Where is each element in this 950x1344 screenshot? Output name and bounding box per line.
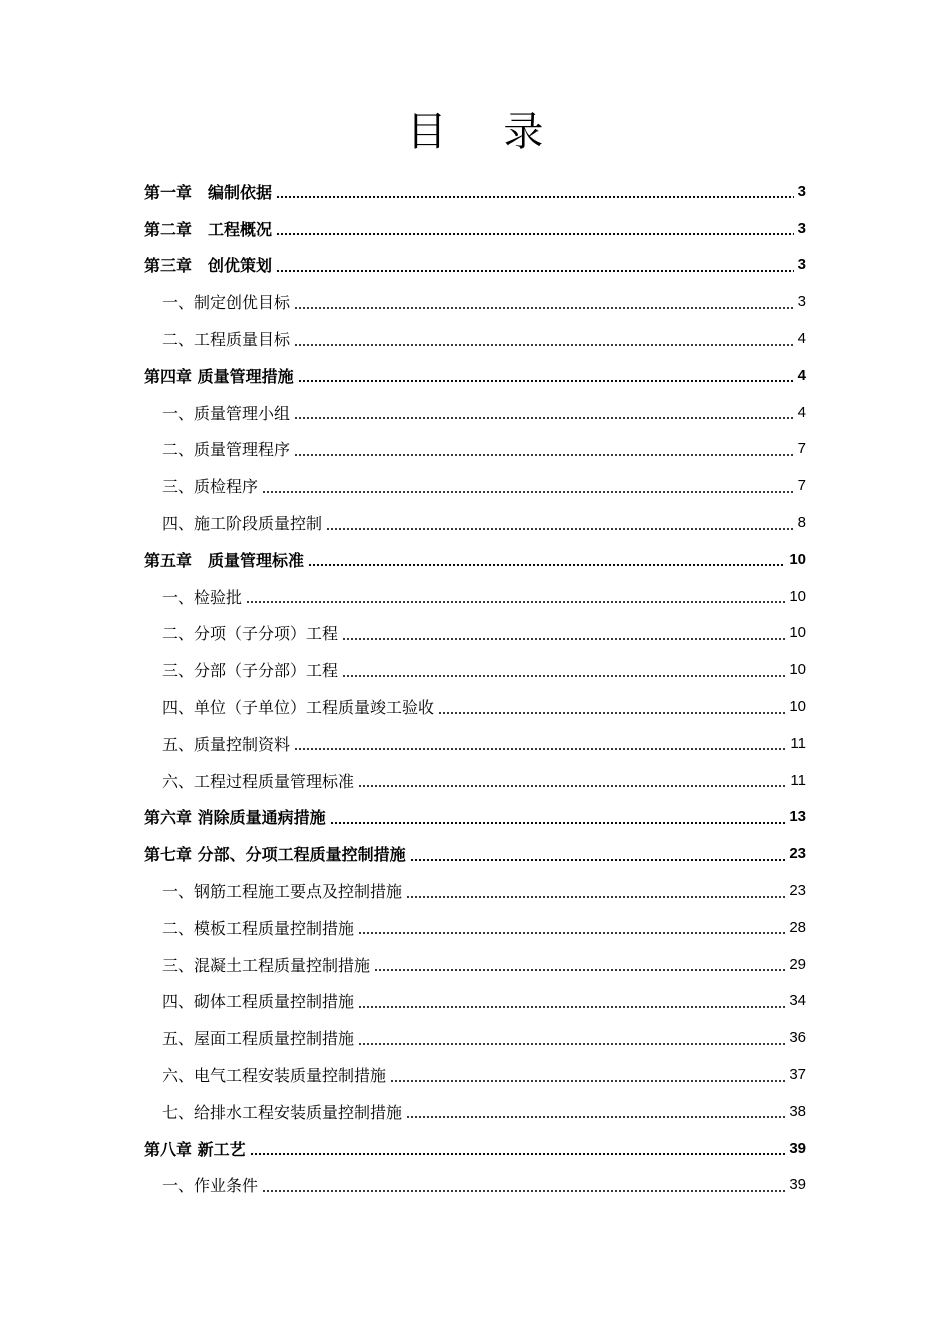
- toc-section-entry[interactable]: [144, 1093, 806, 1130]
- toc-entry-label: 五、屋面工程质量控制措施: [162, 1029, 355, 1049]
- dot-leader: [326, 528, 794, 530]
- toc-section-entry[interactable]: [144, 762, 806, 799]
- toc-entry-label: 三、质检程序: [162, 477, 259, 497]
- toc-section-entry[interactable]: [144, 651, 806, 688]
- toc-page-number: 13: [789, 808, 806, 826]
- toc-section-entry[interactable]: [144, 431, 806, 468]
- toc-page-number: 10: [789, 587, 806, 605]
- dot-leader: [294, 307, 794, 309]
- toc-section-entry[interactable]: [144, 1019, 806, 1056]
- toc-section-entry[interactable]: [144, 872, 806, 909]
- toc-page-number: 7: [797, 477, 806, 495]
- toc-section-entry[interactable]: [144, 983, 806, 1020]
- toc-section-entry[interactable]: [144, 688, 806, 725]
- dot-leader: [246, 601, 785, 603]
- toc-page-number: 39: [789, 1176, 806, 1194]
- dot-leader: [294, 454, 794, 456]
- toc-page-number: 36: [789, 1029, 806, 1047]
- toc-chapter-entry[interactable]: [144, 210, 806, 247]
- dot-leader: [374, 969, 785, 971]
- dot-leader: [406, 1116, 785, 1118]
- toc-entry-label: 七、给排水工程安装质量控制措施: [162, 1102, 403, 1122]
- dot-leader: [410, 859, 786, 861]
- toc-page-number: 7: [797, 440, 806, 458]
- dot-leader: [294, 417, 794, 419]
- toc-entry-label: 一、作业条件: [162, 1176, 259, 1196]
- toc-chapter-entry[interactable]: [144, 835, 806, 872]
- toc-chapter-entry[interactable]: [144, 357, 806, 394]
- toc-section-entry[interactable]: [144, 467, 806, 504]
- dot-leader: [262, 491, 794, 493]
- dot-leader: [358, 1043, 785, 1045]
- toc-page-number: 3: [797, 293, 806, 311]
- toc-page-number: 28: [789, 918, 806, 936]
- toc-entry-label: 一、钢筋工程施工要点及控制措施: [162, 882, 403, 902]
- toc-entry-label: 二、工程质量目标: [162, 330, 291, 350]
- toc-entry-label: 五、质量控制资料: [162, 734, 291, 754]
- toc-page-number: 4: [797, 403, 806, 421]
- dot-leader: [358, 785, 786, 787]
- toc-entry-label: 第七章 分部、分项工程质量控制措施: [144, 845, 406, 865]
- toc-page-number: 23: [789, 845, 806, 863]
- toc-section-entry[interactable]: [144, 1167, 806, 1204]
- toc-entry-label: 第四章 质量管理措施: [144, 366, 294, 386]
- dot-leader: [358, 1006, 785, 1008]
- toc-entry-label: 六、工程过程质量管理标准: [162, 771, 355, 791]
- toc-entry-label: 六、电气工程安装质量控制措施: [162, 1066, 387, 1086]
- dot-leader: [390, 1080, 785, 1082]
- toc-entry-label: 四、施工阶段质量控制: [162, 514, 323, 534]
- dot-leader: [298, 380, 794, 382]
- toc-page-number: 3: [797, 219, 806, 237]
- dot-leader: [262, 1190, 785, 1192]
- toc-chapter-entry[interactable]: [144, 541, 806, 578]
- toc-entry-label: 第二章 工程概况: [144, 219, 273, 239]
- dot-leader: [438, 712, 785, 714]
- toc-section-entry[interactable]: [144, 909, 806, 946]
- toc-section-entry[interactable]: [144, 320, 806, 357]
- toc-page-number: 10: [789, 624, 806, 642]
- toc-page-number: 11: [790, 771, 806, 789]
- dot-leader: [276, 270, 794, 272]
- toc-entry-label: 三、混凝土工程质量控制措施: [162, 955, 371, 975]
- toc-page-number: 34: [789, 992, 806, 1010]
- toc-entry-label: 第六章 消除质量通病措施: [144, 808, 326, 828]
- toc-page-number: 39: [789, 1139, 806, 1157]
- toc-page-number: 8: [797, 514, 806, 532]
- toc-entry-label: 三、分部（子分部）工程: [162, 661, 339, 681]
- toc-section-entry[interactable]: [144, 283, 806, 320]
- dot-leader: [294, 344, 794, 346]
- toc-section-entry[interactable]: [144, 946, 806, 983]
- toc-entry-label: 第一章 编制依据: [144, 182, 273, 202]
- toc-chapter-entry[interactable]: [144, 247, 806, 284]
- toc-page-number: 3: [797, 256, 806, 274]
- toc-chapter-entry[interactable]: [144, 799, 806, 836]
- dot-leader: [294, 748, 786, 750]
- toc-page-number: 10: [789, 550, 806, 568]
- toc-section-entry[interactable]: [144, 578, 806, 615]
- toc-entry-label: 二、质量管理程序: [162, 440, 291, 460]
- dot-leader: [358, 932, 785, 934]
- toc-entry-label: 第三章 创优策划: [144, 256, 273, 276]
- toc-page-number: 11: [790, 734, 806, 752]
- toc-page-number: 29: [789, 955, 806, 973]
- dot-leader: [342, 638, 785, 640]
- dot-leader: [250, 1153, 786, 1155]
- toc-page-number: 3: [797, 182, 806, 200]
- toc-section-entry[interactable]: [144, 394, 806, 431]
- toc-entry-label: 四、砌体工程质量控制措施: [162, 992, 355, 1012]
- toc-chapter-entry[interactable]: [144, 173, 806, 210]
- toc-page-number: 37: [789, 1066, 806, 1084]
- dot-leader: [342, 675, 785, 677]
- toc-entry-label: 二、模板工程质量控制措施: [162, 918, 355, 938]
- dot-leader: [330, 822, 786, 824]
- toc-page-number: 10: [789, 698, 806, 716]
- toc-section-entry[interactable]: [144, 504, 806, 541]
- toc-section-entry[interactable]: [144, 615, 806, 652]
- toc-page-number: 4: [797, 366, 806, 384]
- toc-entry-label: 一、质量管理小组: [162, 403, 291, 423]
- toc-page-number: 10: [789, 661, 806, 679]
- dot-leader: [276, 196, 794, 198]
- toc-entry-label: 第五章 质量管理标准: [144, 550, 305, 570]
- toc-entry-label: 二、分项（子分项）工程: [162, 624, 339, 644]
- table-of-contents: [144, 173, 806, 1203]
- toc-page-number: 4: [797, 330, 806, 348]
- toc-chapter-entry[interactable]: [144, 1130, 806, 1167]
- toc-entry-label: 一、检验批: [162, 587, 243, 607]
- toc-section-entry[interactable]: [144, 725, 806, 762]
- toc-page-number: 38: [789, 1102, 806, 1120]
- page-title: 目 录: [406, 109, 566, 155]
- toc-entry-label: 一、制定创优目标: [162, 293, 291, 313]
- toc-entry-label: 四、单位（子单位）工程质量竣工验收: [162, 698, 435, 718]
- dot-leader: [276, 233, 794, 235]
- dot-leader: [308, 564, 785, 566]
- toc-entry-label: 第八章 新工艺: [144, 1139, 246, 1159]
- toc-page-number: 23: [789, 882, 806, 900]
- dot-leader: [406, 896, 785, 898]
- toc-section-entry[interactable]: [144, 1056, 806, 1093]
